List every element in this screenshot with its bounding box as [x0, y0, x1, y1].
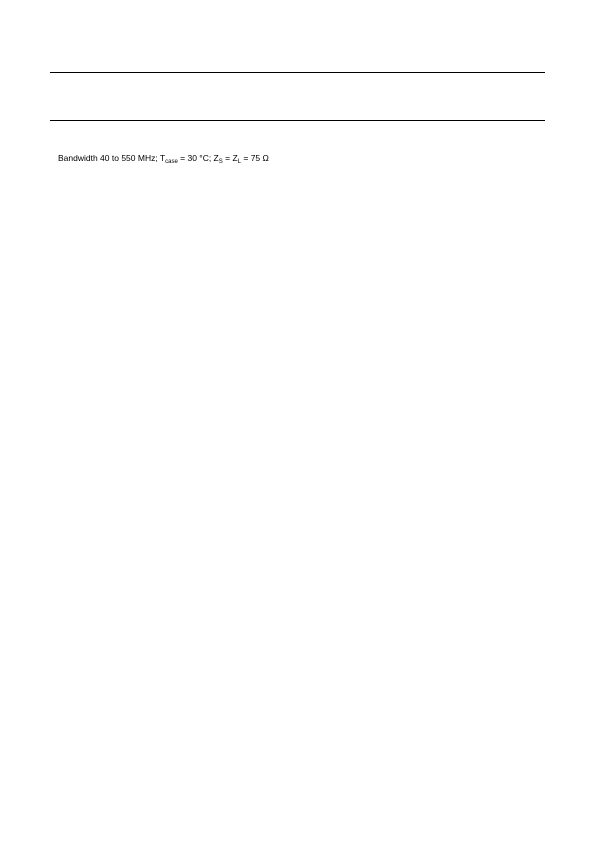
title-rule	[50, 120, 545, 121]
table-caption	[50, 153, 269, 165]
header-rule	[50, 72, 545, 73]
table-caption-text: Bandwidth 40 to 550 MHz; $T_{case} = 30$ °C; $Z_S = Z_L = 75$ Ω	[58, 153, 269, 165]
